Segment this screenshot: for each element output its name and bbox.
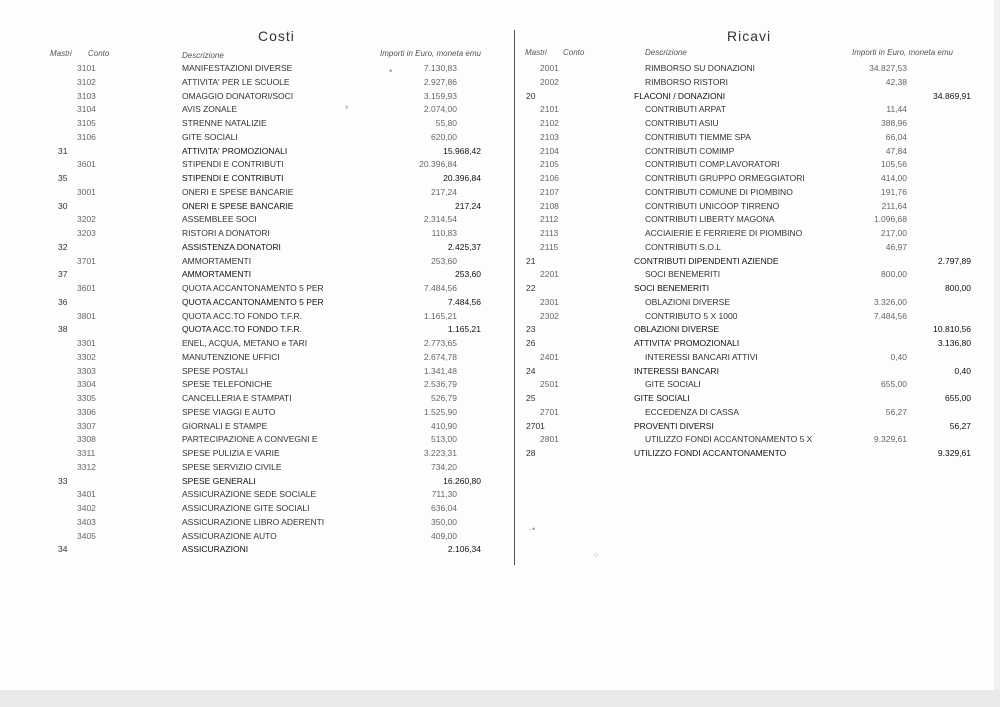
- costi-header-descrizione: Descrizione: [182, 51, 224, 60]
- conto-code: 3306: [77, 406, 96, 417]
- conto-description: ONERI E SPESE BANCARIE: [182, 186, 294, 197]
- table-row: [0, 461, 457, 474]
- conto-code: 3307: [77, 420, 96, 431]
- conto-amount: 34.827,53: [869, 63, 907, 73]
- table-row: [0, 502, 457, 515]
- conto-description: MANUTENZIONE UFFICI: [182, 351, 280, 362]
- conto-description: GIORNALI E STAMPE: [182, 420, 268, 431]
- conto-description: UTILIZZO FONDI ACCANTONAMENTO 5 X: [645, 434, 813, 445]
- conto-code: 3105: [77, 118, 96, 128]
- conto-code: 3311: [77, 448, 96, 458]
- conto-amount: 11,44: [886, 104, 907, 115]
- conto-amount: 110,83: [431, 228, 457, 238]
- table-row: [0, 488, 457, 501]
- ricavi-title: Ricavi: [727, 28, 772, 44]
- mastro-total: 3.136,80: [937, 338, 971, 348]
- mastro-total: 655,00: [945, 393, 971, 403]
- ricavi-header-importi: Importi in Euro, moneta emu: [852, 48, 953, 57]
- conto-code: 2301: [540, 296, 559, 307]
- conto-amount: 1.525,90: [423, 406, 457, 417]
- conto-code: 3001: [77, 186, 96, 197]
- conto-amount: 2.674,78: [423, 351, 457, 362]
- conto-amount: 55,80: [435, 118, 457, 128]
- costi-header-importi: Importi in Euro, moneta emu: [380, 49, 481, 58]
- conto-amount: 3.223,31: [423, 448, 457, 458]
- conto-description: RIMBORSO RISTORI: [645, 76, 728, 87]
- mastro-code: 38: [58, 324, 68, 335]
- conto-description: PARTECIPAZIONE A CONVEGNI E: [182, 434, 318, 445]
- conto-code: 2201: [540, 269, 559, 280]
- conto-amount: 56,27: [885, 406, 907, 417]
- conto-code: 3101: [77, 63, 96, 73]
- conto-code: 2108: [540, 200, 559, 211]
- conto-amount: 7.484,56: [423, 283, 457, 293]
- conto-description: STIPENDI E CONTRIBUTI: [182, 159, 284, 170]
- costi-header-conto: Conto: [88, 49, 110, 58]
- conto-amount: 9.329,61: [873, 434, 907, 445]
- conto-description: SPESE TELEFONICHE: [182, 379, 273, 390]
- conto-description: ASSICURAZIONE SEDE SOCIALE: [182, 489, 317, 500]
- conto-code: 3203: [77, 228, 96, 238]
- conto-description: SPESE POSTALI: [182, 365, 248, 376]
- conto-code: 2701: [540, 406, 559, 417]
- conto-amount: 636,04: [431, 503, 457, 513]
- conto-description: CONTRIBUTI UNICOOP TIRRENO: [645, 200, 780, 211]
- conto-description: ENEL, ACQUA, METANO e TARI: [182, 338, 308, 348]
- conto-description: SPESE PULIZIA E VARIE: [182, 448, 280, 458]
- conto-code: 3601: [77, 283, 96, 293]
- mastro-description: PROVENTI DIVERSI: [634, 420, 714, 431]
- mastro-code: 22: [526, 283, 536, 293]
- conto-description: MANIFESTAZIONI DIVERSE: [182, 63, 293, 73]
- conto-amount: 526,79: [431, 393, 457, 403]
- conto-description: SPESE SERVIZIO CIVILE: [182, 461, 282, 472]
- conto-code: 2115: [540, 241, 559, 252]
- mastro-description: SPESE GENERALI: [182, 475, 256, 486]
- conto-description: CONTRIBUTI COMP.LAVORATORI: [645, 159, 780, 170]
- conto-code: 3304: [77, 379, 96, 390]
- conto-description: ASSICURAZIONE GITE SOCIALI: [182, 503, 310, 513]
- ricavi-header-conto: Conto: [563, 48, 585, 57]
- mastro-total: 34.869,91: [933, 90, 971, 101]
- conto-code: 2001: [540, 63, 559, 73]
- conto-amount: 414,00: [881, 173, 907, 183]
- conto-code: 3102: [77, 76, 96, 87]
- conto-code: 2401: [540, 351, 559, 362]
- mastro-description: QUOTA ACC.TO FONDO T.F.R.: [182, 324, 302, 335]
- conto-amount: 2.773,65: [423, 338, 457, 348]
- mastro-code: 2701: [526, 420, 545, 431]
- table-row: [0, 516, 457, 529]
- conto-code: 2501: [540, 379, 559, 390]
- costi-title: Costi: [258, 28, 295, 44]
- conto-description: CONTRIBUTI COMUNE DI PIOMBINO: [645, 186, 793, 197]
- conto-description: ACCIAIERIE E FERRIERE DI PIOMBINO: [645, 228, 803, 238]
- mastro-code: 20: [526, 90, 536, 101]
- conto-amount: 3.326,00: [873, 296, 907, 307]
- conto-description: CONTRIBUTI ARPAT: [645, 104, 726, 115]
- conto-description: CONTRIBUTI S.O.L: [645, 241, 722, 252]
- conto-amount: 191,76: [881, 186, 907, 197]
- conto-description: AMMORTAMENTI: [182, 255, 252, 266]
- conto-code: 2106: [540, 173, 559, 183]
- mastro-description: SOCI BENEMERITI: [634, 283, 710, 293]
- conto-description: CONTRIBUTO 5 X 1000: [645, 310, 738, 321]
- ricavi-header-descrizione: Descrizione: [645, 48, 687, 57]
- mastro-total: 15.968,42: [443, 145, 481, 156]
- column-divider: [514, 30, 515, 565]
- scan-speck: •: [389, 66, 393, 76]
- mastro-code: 28: [526, 448, 536, 458]
- conto-code: 3401: [77, 489, 96, 500]
- conto-amount: 734,20: [431, 461, 457, 472]
- conto-description: ATTIVITA' PER LE SCUOLE: [182, 76, 290, 87]
- conto-code: 3405: [77, 530, 96, 541]
- conto-code: 3302: [77, 351, 96, 362]
- conto-amount: 0,40: [890, 351, 907, 362]
- mastro-code: 34: [58, 544, 68, 555]
- conto-amount: 350,00: [431, 516, 457, 527]
- conto-amount: 253,60: [431, 255, 457, 266]
- conto-code: 2801: [540, 434, 559, 445]
- mastro-code: 21: [526, 255, 536, 266]
- conto-code: 3402: [77, 503, 96, 513]
- mastro-description: ONERI E SPESE BANCARIE: [182, 200, 294, 211]
- conto-amount: 2.536,79: [423, 379, 457, 390]
- mastro-total: 2.106,34: [447, 544, 481, 555]
- mastro-description: FLACONI / DONAZIONI: [634, 90, 726, 101]
- mastro-code: 24: [526, 365, 536, 376]
- mastro-description: ASSICURAZIONI: [182, 544, 249, 555]
- mastro-code: 36: [58, 296, 68, 307]
- conto-code: 2102: [540, 118, 559, 128]
- conto-amount: 800,00: [881, 269, 907, 280]
- mastro-code: 33: [58, 475, 68, 486]
- conto-code: 2112: [540, 214, 559, 225]
- conto-amount: 410,90: [431, 420, 457, 431]
- conto-code: 2302: [540, 310, 559, 321]
- mastro-description: AMMORTAMENTI: [182, 269, 252, 280]
- conto-description: AVIS ZONALE: [182, 104, 238, 115]
- mastro-total: 20.396,84: [443, 173, 481, 183]
- conto-amount: 7.484,56: [873, 310, 907, 321]
- conto-amount: 2.074,00: [423, 104, 457, 115]
- conto-description: OMAGGIO DONATORI/SOCI: [182, 90, 294, 101]
- mastro-total: 253,60: [455, 269, 481, 280]
- ricavi-header-mastri: Mastri: [525, 48, 547, 57]
- conto-code: 3106: [77, 131, 96, 142]
- conto-description: RISTORI A DONATORI: [182, 228, 270, 238]
- conto-code: 3601: [77, 159, 96, 170]
- mastro-description: QUOTA ACCANTONAMENTO 5 PER: [182, 296, 324, 307]
- conto-code: 3305: [77, 393, 96, 403]
- conto-description: GITE SOCIALI: [182, 131, 238, 142]
- conto-code: 2113: [540, 228, 559, 238]
- conto-code: 3104: [77, 104, 96, 115]
- conto-code: 3801: [77, 310, 96, 321]
- conto-code: 2104: [540, 145, 559, 156]
- conto-description: CANCELLERIA E STAMPATI: [182, 393, 292, 403]
- mastro-description: OBLAZIONI DIVERSE: [634, 324, 720, 335]
- table-row: [0, 543, 481, 556]
- conto-amount: 1.165,21: [423, 310, 457, 321]
- conto-amount: 211,64: [881, 200, 907, 211]
- conto-amount: 7.130,83: [423, 63, 457, 73]
- mastro-total: 10.810,56: [933, 324, 971, 335]
- conto-description: OBLAZIONI DIVERSE: [645, 296, 731, 307]
- conto-description: SOCI BENEMERITI: [645, 269, 721, 280]
- scan-speck: *: [345, 104, 349, 114]
- conto-amount: 217,24: [431, 186, 457, 197]
- mastro-total: 800,00: [945, 283, 971, 293]
- mastro-total: 16.260,80: [443, 475, 481, 486]
- conto-description: CONTRIBUTI TIEMME SPA: [645, 131, 751, 142]
- conto-amount: 105,56: [881, 159, 907, 170]
- table-row: [0, 530, 457, 543]
- conto-amount: 42,38: [885, 76, 907, 87]
- mastro-total: 2.425,37: [447, 241, 481, 252]
- mastro-code: 26: [526, 338, 536, 348]
- table-row: [0, 475, 481, 488]
- conto-description: ASSEMBLEE SOCI: [182, 214, 257, 225]
- mastro-total: 56,27: [949, 420, 971, 431]
- mastro-description: UTILIZZO FONDI ACCANTONAMENTO: [634, 448, 787, 458]
- mastro-description: INTERESSI BANCARI: [634, 365, 720, 376]
- conto-code: 3103: [77, 90, 96, 101]
- conto-description: CONTRIBUTI GRUPPO ORMEGGIATORI: [645, 173, 805, 183]
- mastro-description: CONTRIBUTI DIPENDENTI AZIENDE: [634, 255, 779, 266]
- conto-description: ASSICURAZIONE LIBRO ADERENTI: [182, 516, 325, 527]
- conto-amount: 2.927,86: [423, 76, 457, 87]
- mastro-description: ASSISTENZA DONATORI: [182, 241, 281, 252]
- conto-code: 3403: [77, 516, 96, 527]
- conto-amount: 20.396,84: [419, 159, 457, 170]
- mastro-code: 37: [58, 269, 68, 280]
- conto-code: 2107: [540, 186, 559, 197]
- mastro-code: 31: [58, 145, 68, 156]
- conto-description: QUOTA ACCANTONAMENTO 5 PER: [182, 283, 324, 293]
- conto-amount: 1.096,68: [873, 214, 907, 225]
- mastro-total: 217,24: [455, 200, 481, 211]
- mastro-description: ATTIVITA' PROMOZIONALI: [634, 338, 740, 348]
- conto-code: 2002: [540, 76, 559, 87]
- costi-header-mastri: Mastri: [50, 49, 72, 58]
- mastro-description: ATTIVITA' PROMOZIONALI: [182, 145, 288, 156]
- conto-description: CONTRIBUTI COMIMP: [645, 145, 735, 156]
- conto-code: 2105: [540, 159, 559, 170]
- mastro-total: 9.329,61: [937, 448, 971, 458]
- conto-code: 2103: [540, 131, 559, 142]
- mastro-description: GITE SOCIALI: [634, 393, 690, 403]
- conto-description: GITE SOCIALI: [645, 379, 701, 390]
- conto-amount: 388,96: [881, 118, 907, 128]
- mastro-total: 2.797,89: [937, 255, 971, 266]
- mastro-code: 35: [58, 173, 68, 183]
- conto-amount: 2.314,54: [423, 214, 457, 225]
- conto-amount: 47,84: [885, 145, 907, 156]
- conto-description: RIMBORSO SU DONAZIONI: [645, 63, 756, 73]
- conto-description: ASSICURAZIONE AUTO: [182, 530, 277, 541]
- conto-code: 3303: [77, 365, 96, 376]
- conto-description: INTERESSI BANCARI ATTIVI: [645, 351, 758, 362]
- conto-amount: 620,00: [431, 131, 457, 142]
- mastro-total: 7.484,56: [447, 296, 481, 307]
- conto-amount: 409,00: [431, 530, 457, 541]
- mastro-code: 23: [526, 324, 536, 335]
- conto-amount: 711,30: [431, 489, 457, 500]
- mastro-code: 32: [58, 241, 68, 252]
- mastro-total: 0,40: [954, 365, 971, 376]
- scan-speck: ·•: [529, 524, 536, 534]
- conto-description: QUOTA ACC.TO FONDO T.F.R.: [182, 310, 302, 321]
- conto-amount: 46,97: [885, 241, 907, 252]
- mastro-total: 1.165,21: [447, 324, 481, 335]
- conto-description: SPESE VIAGGI E AUTO: [182, 406, 276, 417]
- conto-amount: 655,00: [881, 379, 907, 390]
- conto-code: 3308: [77, 434, 96, 445]
- mastro-description: STIPENDI E CONTRIBUTI: [182, 173, 284, 183]
- scan-speck: ⁘: [592, 550, 600, 560]
- conto-amount: 513,00: [431, 434, 457, 445]
- conto-amount: 217,00: [881, 228, 907, 238]
- conto-code: 2101: [540, 104, 559, 115]
- conto-amount: 66,04: [885, 131, 907, 142]
- conto-code: 3301: [77, 338, 96, 348]
- conto-code: 3202: [77, 214, 96, 225]
- mastro-code: 25: [526, 393, 536, 403]
- conto-code: 3701: [77, 255, 96, 266]
- page-edge: [994, 0, 1000, 690]
- conto-description: ECCEDENZA DI CASSA: [645, 406, 739, 417]
- mastro-code: 30: [58, 200, 68, 211]
- scan-margin: [0, 690, 1000, 707]
- conto-description: CONTRIBUTI ASIU: [645, 118, 719, 128]
- conto-code: 3312: [77, 461, 96, 472]
- conto-amount: 1.341,48: [423, 365, 457, 376]
- conto-description: STRENNE NATALIZIE: [182, 118, 267, 128]
- conto-amount: 3.159,93: [423, 90, 457, 101]
- conto-description: CONTRIBUTI LIBERTY MAGONA: [645, 214, 775, 225]
